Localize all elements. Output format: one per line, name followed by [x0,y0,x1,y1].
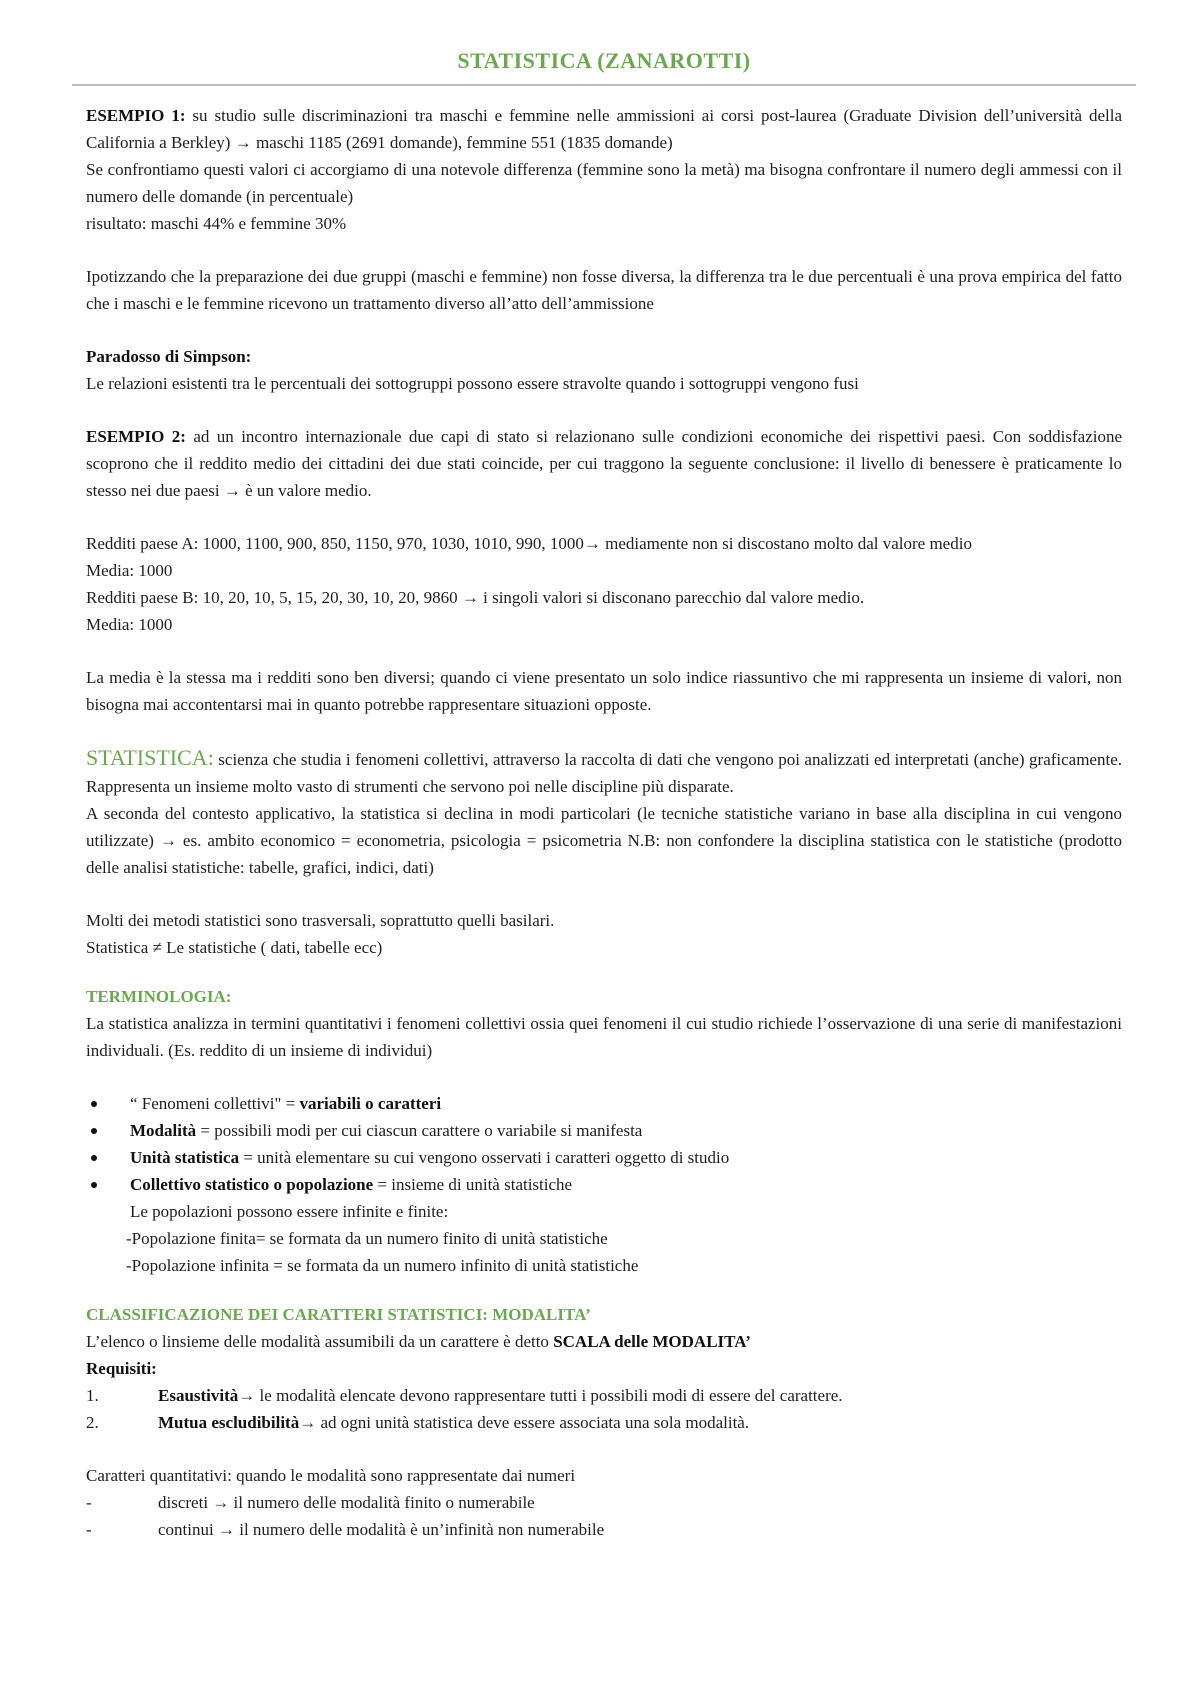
list-item: 1. Esaustività→ le modalità elencate devono rappresentare tutti i possibili modi di essere del carattere. [86,1386,843,1405]
media-a: Media: 1000 [86,561,173,580]
classificazione-text: L’elenco o linsieme delle modalità assumibili da un carattere è detto SCALA delle MODALITA’ [86,1332,751,1351]
statistica-text: scienza che studia i fenomeni collettivi, attraverso la raccolta di dati che vengono poi analizzati ed interpretati (anche) graficamente. Rappresenta un insieme molto vasto di strumenti che servono poi nelle discipline più disparate. [86,750,1122,796]
list-item: “ Fenomeni collettivi" = variabili o caratteri [86,1090,1122,1117]
terminologia-heading: TERMINOLOGIA: [86,987,232,1006]
redditi-a: Redditi paese A: 1000, 1100, 900, 850, 1150, 970, 1030, 1010, 990, 1000→ mediamente non si discostano molto dal valore medio [86,534,972,553]
page-title: STATISTICA (ZANAROTTI) [457,48,751,73]
title-divider [72,84,1136,86]
esempio2-conclusion: La media è la stessa ma i redditi sono ben diversi; quando ci viene presentato un solo indice riassuntivo che mi rappresenta un insieme di valori, non bisogna mai accontentarsi mai in quanto potrebbe rappresentare situazioni opposte. [86,668,1122,714]
caratteri-quantitativi: Caratteri quantitativi: quando le modalità sono rappresentate dai numeri [86,1466,576,1485]
simpson-text: Le relazioni esistenti tra le percentuali dei sottogruppi possono essere stravolte quando i sottogruppi vengono fusi [86,374,859,393]
terminologia-text: La statistica analizza in termini quantitativi i fenomeni collettivi ossia quei fenomeni il cui studio richiede l’osservazione di una serie di manifestazioni individuali. (Es. reddito di un insieme di individui) [86,1014,1122,1060]
popolazione-infinita: -Popolazione infinita = se formata da un numero infinito di unità statistiche [126,1256,639,1275]
bullet-icon [91,1155,97,1161]
list-item: 2. Mutua escludibilità→ ad ogni unità statistica deve essere associata una sola modalità. [86,1413,750,1432]
classificazione-heading: CLASSIFICAZIONE DEI CARATTERI STATISTICI: MODALITA’ [86,1305,591,1324]
esempio1-label: ESEMPIO 1: [86,106,186,125]
bullet-icon [91,1101,97,1107]
esempio2-text: ad un incontro internazionale due capi di stato si relazionano sulle condizioni economiche dei rispettivi paesi. Con soddisfazione scoprono che il reddito medio dei cittadini dei due stati coincide, per cui traggono la seguente conclusione: il livello di benessere è praticamente lo stesso nei due paesi → è un valore medio. [86,427,1123,500]
esempio1-text: su studio sulle discriminazioni tra maschi e femmine nelle ammissioni ai corsi post-laurea (Graduate Division dell’università della California a Berkley) → maschi 1185 (2691 domande), femmine 551 (1835 domande) [86,106,1122,152]
esempio1-paragraph [86,102,1122,156]
redditi-b: Redditi paese B: 10, 20, 10, 5, 15, 20, 30, 10, 20, 9860 → i singoli valori si disconano parecchio dal valore medio. [86,588,865,607]
list-item: - continui → il numero delle modalità è un’infinità non numerabile [86,1520,605,1539]
statistica-paragraph [86,744,1122,800]
list-item: - discreti → il numero delle modalità finito o numerabile [86,1493,535,1512]
popolazione-finita: -Popolazione finita= se formata da un numero finito di unità statistiche [126,1229,608,1248]
terminologia-list [86,1090,1122,1198]
bullet-icon [91,1128,97,1134]
esempio1-line3: risultato: maschi 44% e femmine 30% [86,214,347,233]
statistica-para4: Statistica ≠ Le statistiche ( dati, tabelle ecc) [86,938,383,957]
esempio2-paragraph [86,423,1122,504]
list-item: Collettivo statistico o popolazione = insieme di unità statistiche [86,1171,1122,1198]
statistica-para3: Molti dei metodi statistici sono trasversali, soprattutto quelli basilari. [86,911,555,930]
bullet-icon [91,1182,97,1188]
statistica-para2: A seconda del contesto applicativo, la statistica si declina in modi particolari (le tecniche statistiche variano in base alla disciplina in cui vengono utilizzate) → es. ambito economico = econometria, psicologia = psicometria N.B: non confondere la disciplina statistica con le statistiche (prodotto delle analisi statistiche: tabelle, grafici, indici, dati) [86,804,1122,877]
requisiti-heading: Requisiti: [86,1359,157,1378]
esempio2-label: ESEMPIO 2: [86,427,186,446]
list-item: Modalità = possibili modi per cui ciascun carattere o variabile si manifesta [86,1117,1122,1144]
esempio1-para2: Ipotizzando che la preparazione dei due gruppi (maschi e femmine) non fosse diversa, la differenza tra le due percentuali è una prova empirica del fatto che i maschi e le femmine ricevono un trattamento diverso all’atto dell’ammissione [86,267,1122,313]
list-item: Unità statistica = unità elementare su cui vengono osservati i caratteri oggetto di studio [86,1144,1122,1171]
statistica-label: STATISTICA: [86,745,214,770]
media-b: Media: 1000 [86,615,173,634]
popolazioni-note: Le popolazioni possono essere infinite e finite: [130,1202,449,1221]
simpson-heading: Paradosso di Simpson: [86,347,252,366]
esempio1-line2: Se confrontiamo questi valori ci accorgiamo di una notevole differenza (femmine sono la metà) ma bisogna confrontare il numero degli ammessi con il numero delle domande (in percentuale) [86,160,1122,206]
